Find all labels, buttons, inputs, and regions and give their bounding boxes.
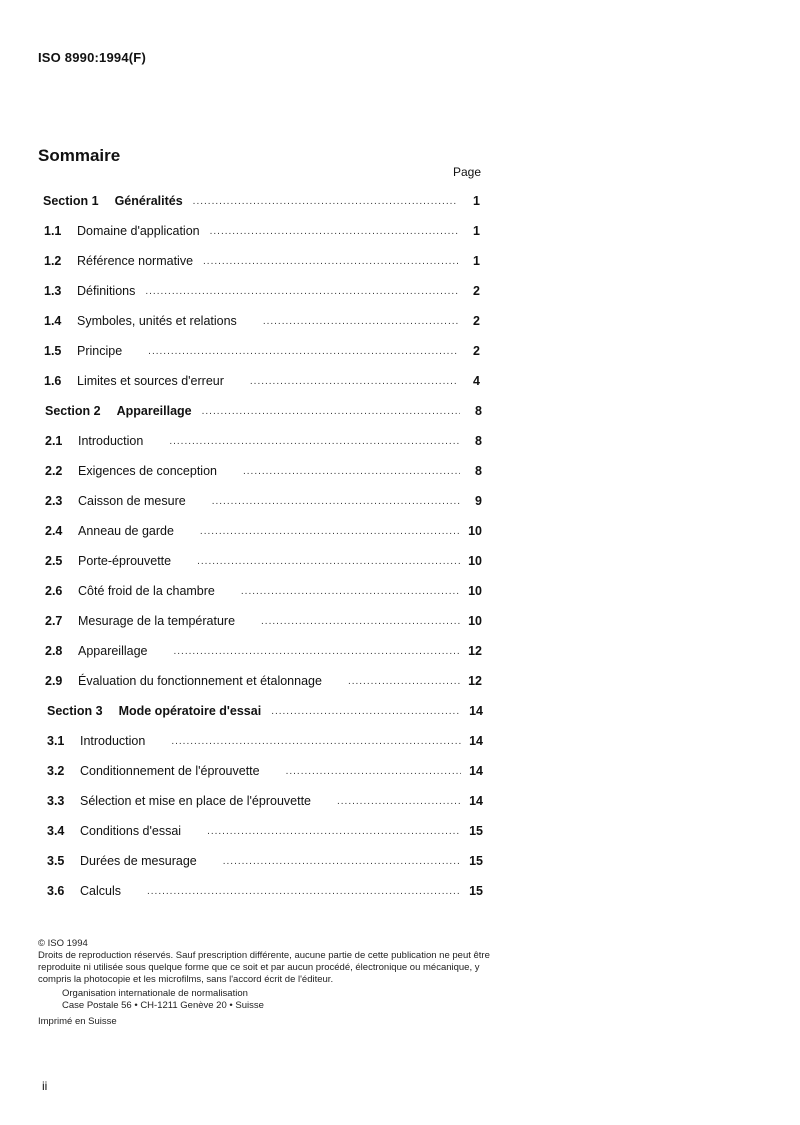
toc-entry-number: 2.7 (45, 614, 63, 628)
toc-entry-number: 3.2 (47, 764, 65, 778)
toc-entry-number: 2.9 (45, 674, 63, 688)
page-title: Sommaire (38, 146, 121, 165)
toc-entry-number: Section 3 (47, 704, 103, 718)
toc-entry[interactable] (44, 246, 480, 276)
toc-entry-title: Introduction (80, 734, 146, 748)
toc-entry-page: 10 (468, 554, 482, 568)
toc-entry-page: 15 (469, 824, 483, 838)
toc-entry[interactable] (44, 336, 480, 366)
toc-entry-number: 3.6 (47, 884, 65, 898)
toc-leader-dots (337, 796, 461, 807)
toc-entry-number: 3.1 (47, 734, 65, 748)
copyright-organization: Organisation internationale de normalisation (62, 988, 248, 999)
toc-leader-dots (243, 466, 460, 477)
toc-entry[interactable] (47, 696, 483, 726)
toc-entry-number: Section 2 (45, 404, 101, 418)
toc-entry-title: Caisson de mesure (78, 494, 186, 508)
toc-entry-title: Porte-éprouvette (78, 554, 172, 568)
toc-entry-number: 1.6 (44, 374, 62, 388)
toc-entry-page: 14 (469, 704, 483, 718)
toc-entry-title: Sélection et mise en place de l'éprouvette (80, 794, 311, 808)
toc-entry-title: Anneau de garde (78, 524, 174, 538)
toc-leader-dots (148, 346, 458, 357)
toc-leader-dots (261, 616, 460, 627)
toc-leader-dots (223, 856, 461, 867)
toc-entry-title: Symboles, unités et relations (77, 314, 237, 328)
toc-entry-title: Côté froid de la chambre (78, 584, 215, 598)
copyright-rights-text: Droits de reproduction réservés. Sauf prescription différente, aucune partie de cette publication ne peut être reproduite ni utilisée sous quelque forme que ce soit et par aucun procédé, électronique ou mécanique, y compris la photocopie et les microfilms, sans l'accord écrit de l'éditeur. (38, 950, 490, 985)
toc-entry-number: 2.3 (45, 494, 63, 508)
toc-entry-page: 14 (469, 794, 483, 808)
toc-entry-page: 1 (473, 194, 480, 208)
toc-entry-number: 1.3 (44, 284, 62, 298)
toc-leader-dots (169, 436, 460, 447)
toc-leader-dots (197, 556, 460, 567)
toc-entry-number: 1.4 (44, 314, 62, 328)
toc-entry[interactable] (47, 756, 483, 786)
toc-entry-page: 14 (469, 734, 483, 748)
toc-entry[interactable] (47, 816, 483, 846)
toc-leader-dots (241, 586, 460, 597)
toc-entry[interactable] (47, 726, 483, 756)
toc-entry[interactable] (43, 186, 480, 216)
toc-entry-page: 2 (473, 344, 480, 358)
toc-entry-page: 1 (473, 224, 480, 238)
toc-entry-number: 1.1 (44, 224, 62, 238)
toc-leader-dots (203, 256, 458, 267)
toc-entry-number: 2.1 (45, 434, 63, 448)
toc-entry[interactable] (47, 846, 483, 876)
toc-entry-number: Section 1 (43, 194, 99, 208)
toc-entry-page: 10 (468, 584, 482, 598)
toc-entry-title: Conditions d'essai (80, 824, 182, 838)
toc-leader-dots (348, 676, 460, 687)
copyright-printed: Imprimé en Suisse (38, 1016, 117, 1027)
toc-entry-title: Mode opératoire d'essai (118, 704, 262, 718)
toc-entry-title: Appareillage (78, 644, 148, 658)
toc-entry-title: Appareillage (116, 404, 192, 418)
toc-entry-page: 10 (468, 524, 482, 538)
copyright-line: © ISO 1994 (38, 938, 88, 949)
toc-entry[interactable] (44, 276, 480, 306)
toc-entry-title: Exigences de conception (78, 464, 217, 478)
toc-leader-dots (193, 196, 458, 207)
toc-entry-title: Généralités (114, 194, 183, 208)
toc-entry[interactable] (47, 786, 483, 816)
toc-leader-dots (207, 826, 461, 837)
toc-leader-dots (174, 646, 461, 657)
toc-entry-number: 3.5 (47, 854, 65, 868)
toc-entry-page: 1 (473, 254, 480, 268)
toc-entry[interactable] (47, 876, 483, 906)
toc-leader-dots (286, 766, 461, 777)
toc-leader-dots (212, 496, 460, 507)
toc-entry-page: 12 (468, 674, 482, 688)
toc-entry-number: 3.4 (47, 824, 65, 838)
toc-entry[interactable] (45, 636, 482, 666)
toc-entry-number: 1.2 (44, 254, 62, 268)
toc-entry[interactable] (45, 396, 482, 426)
toc-leader-dots (210, 226, 458, 237)
toc-entry[interactable] (45, 576, 482, 606)
toc-entry-page: 14 (469, 764, 483, 778)
toc-entry-page: 10 (468, 614, 482, 628)
toc-entry[interactable] (45, 666, 482, 696)
document-header-id: ISO 8990:1994(F) (38, 50, 146, 65)
toc-entry-title: Durées de mesurage (80, 854, 197, 868)
toc-entry-page: 4 (473, 374, 480, 388)
toc-entry-title: Introduction (78, 434, 144, 448)
toc-entry-page: 15 (469, 854, 483, 868)
toc-entry[interactable] (45, 486, 482, 516)
page-column-label: Page (453, 165, 482, 179)
toc-entry-title: Définitions (77, 284, 136, 298)
toc-entry-page: 12 (468, 644, 482, 658)
toc-entry-page: 8 (475, 404, 482, 418)
toc-entry-title: Limites et sources d'erreur (77, 374, 224, 388)
toc-entry[interactable] (45, 516, 482, 546)
toc-entry-title: Calculs (80, 884, 121, 898)
toc-entry-title: Évaluation du fonctionnement et étalonnage (78, 674, 322, 688)
toc-leader-dots (263, 316, 458, 327)
toc-leader-dots (271, 706, 461, 717)
toc-entry[interactable] (44, 306, 480, 336)
toc-entry[interactable] (45, 546, 482, 576)
toc-entry[interactable] (45, 456, 482, 486)
toc-entry-title: Principe (77, 344, 123, 358)
toc-entry-number: 2.5 (45, 554, 63, 568)
copyright-notice (38, 938, 490, 1028)
toc-entry-page: 8 (475, 464, 482, 478)
toc-entry-page: 9 (475, 494, 482, 508)
toc-entry-number: 1.5 (44, 344, 62, 358)
page-number: ii (42, 1079, 48, 1093)
toc-entry[interactable] (45, 426, 482, 456)
toc-leader-dots (250, 376, 458, 387)
toc-leader-dots (147, 886, 461, 897)
copyright-address: Case Postale 56 • CH-1211 Genève 20 • Suisse (62, 1000, 264, 1011)
toc-leader-dots (145, 286, 458, 297)
toc-entry-number: 2.6 (45, 584, 63, 598)
toc-entry[interactable] (44, 216, 480, 246)
toc-entry[interactable] (44, 366, 480, 396)
toc-entry-title: Référence normative (77, 254, 194, 268)
toc-entry-page: 2 (473, 314, 480, 328)
toc-entry-number: 3.3 (47, 794, 65, 808)
toc-entry-title: Mesurage de la température (78, 614, 236, 628)
toc-leader-dots (202, 406, 460, 417)
toc-entry-page: 8 (475, 434, 482, 448)
toc-leader-dots (200, 526, 460, 537)
toc-entry-title: Conditionnement de l'éprouvette (80, 764, 260, 778)
toc-leader-dots (171, 736, 461, 747)
toc-entry-number: 2.4 (45, 524, 63, 538)
toc-entry[interactable] (45, 606, 482, 636)
toc-entry-number: 2.8 (45, 644, 63, 658)
toc-entry-title: Domaine d'application (77, 224, 200, 238)
toc-entry-number: 2.2 (45, 464, 63, 478)
toc-entry-page: 15 (469, 884, 483, 898)
toc-entry-page: 2 (473, 284, 480, 298)
